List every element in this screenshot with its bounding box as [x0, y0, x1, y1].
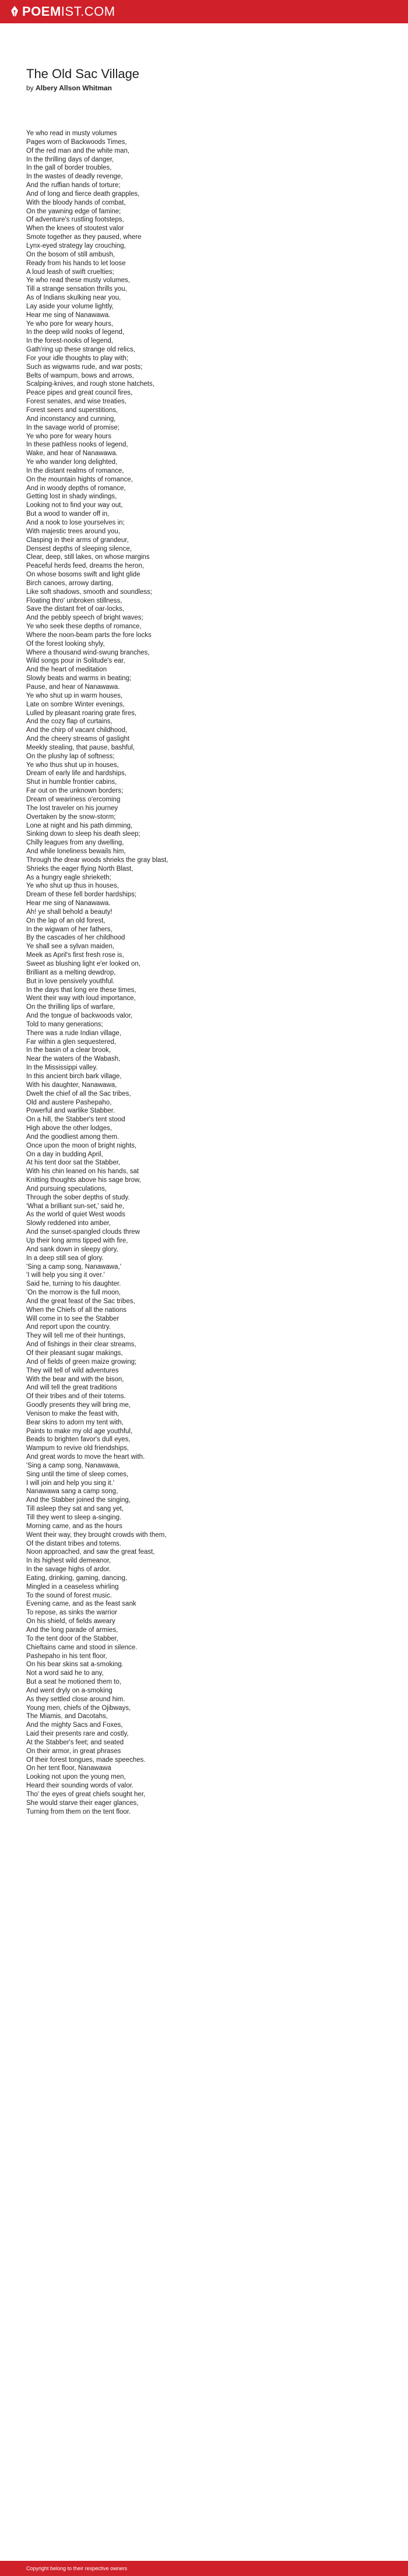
poem-line: Pashepaho in his tent floor, — [26, 1652, 107, 1660]
poem-line: Sinking down to sleep his death sleep; — [26, 830, 140, 838]
poem-line: And report upon the country. — [26, 1324, 111, 1331]
poem-line: Like soft shadows, smooth and soundless; — [26, 588, 153, 596]
byline-prefix: by — [26, 84, 36, 92]
poem-line: Of their tribes and of their totems. — [26, 1393, 126, 1400]
poem-line: In the wigwam of her fathers, — [26, 925, 112, 933]
poem-line: In these pathless nooks of legend, — [26, 441, 128, 449]
poem-line: At his tent door sat the Stabber, — [26, 1159, 121, 1167]
poem-line: Sing until the time of sleep comes, — [26, 1470, 129, 1478]
poem-line: Ye who thus shut up in houses, — [26, 761, 119, 769]
poem-line: And the pebbly speech of bright waves; — [26, 614, 143, 622]
poem-line: 'On the morrow is the full moon, — [26, 1289, 121, 1297]
poem-line: Looking not to find your way out, — [26, 502, 123, 509]
poem-line: Eating, drinking, gaming, dancing, — [26, 1574, 128, 1582]
poem-line: When the knees of stoutest valor — [26, 225, 124, 233]
poem-line: Noon approached, and saw the great feast, — [26, 1549, 155, 1556]
poem-line: Smote together as they paused, where — [26, 234, 142, 241]
poem-line: And while loneliness bewails him, — [26, 848, 126, 856]
poem-line: I will join and help you sing it.' — [26, 1479, 115, 1487]
poem-line: Ye who shut up thus in houses, — [26, 882, 119, 890]
poem-line: Went their way, they brought crowds with them, — [26, 1531, 167, 1539]
poem-line: On his bear skins sat a-smoking. — [26, 1661, 124, 1669]
poem-line: Of adventure's rustling footsteps, — [26, 216, 124, 224]
poem-line: Belts of wampum, bows and arrows, — [26, 372, 134, 379]
poem-line: Powerful and warlike Stabber. — [26, 1107, 115, 1115]
poem-line: And of long and fierce death grapples, — [26, 190, 140, 198]
copyright-notice: Copyright belong to their respective owners — [26, 2566, 128, 2571]
poem-line: Told to many generations; — [26, 1020, 103, 1028]
poem-line: In the savage world of promise; — [26, 424, 119, 431]
poem-line: And pursuing speculations, — [26, 1185, 107, 1192]
poem-line: Till they went to sleep a-singing. — [26, 1514, 122, 1521]
poem-line: And the goodliest among them. — [26, 1133, 119, 1141]
poem-line: Sweet as blushing light e'er looked on, — [26, 960, 140, 967]
poem-line: Once upon the moon of bright nights, — [26, 1142, 137, 1149]
poem-line: To the tent door of the Stabber, — [26, 1635, 118, 1642]
poem-line: And in woody depths of romance, — [26, 484, 126, 492]
poem-line: Chilly leagues from any dwelling, — [26, 839, 124, 847]
poem-line: Heard their sounding words of valor. — [26, 1782, 134, 1790]
poem-line: Mingled in a ceaseless whirling — [26, 1583, 119, 1590]
poem-line: Will come in to see the Stabber — [26, 1315, 119, 1322]
poem-line: High above the other lodges, — [26, 1125, 112, 1132]
poem-line: The Miamis, and Dacotahs, — [26, 1713, 108, 1720]
poem-line: In the wastes of deadly revenge, — [26, 173, 123, 181]
poem-line: Paints to make my old age youthful, — [26, 1427, 133, 1435]
poem-line: Said he, turning to his daughter. — [26, 1280, 121, 1288]
poem-line: Floating thro' unbroken stillness, — [26, 597, 122, 604]
poem-line: In the forest-nooks of legend, — [26, 337, 113, 345]
poem-line: And the heart of meditation — [26, 666, 107, 674]
poem-line: As they settled close around him. — [26, 1695, 125, 1703]
poem-line: Birch canoes, arrowy darting, — [26, 579, 113, 587]
poem-line: On whose bosoms swift and light glide — [26, 571, 140, 579]
poem-line: In the Mississippi valley. — [26, 1064, 98, 1072]
poem-line: As of Indians skulking near you, — [26, 294, 121, 302]
poem-line: On her tent floor, Nanawawa — [26, 1765, 111, 1772]
poem-line: Not a word said he to any, — [26, 1670, 104, 1677]
poem-line: And of fields of green maize growing; — [26, 1358, 137, 1366]
poem-line: On the bosom of still ambush, — [26, 251, 115, 258]
author-name[interactable]: Albery Allson Whitman — [36, 84, 112, 92]
poem-line: In a deep still sea of glory. — [26, 1254, 104, 1262]
poem-line: Slowly beats and warms in beating; — [26, 675, 132, 682]
poem-line: On a day in budding April, — [26, 1150, 103, 1158]
poem-line: On a hill, the Stabber's tent stood — [26, 1116, 125, 1124]
poem-line: Of their forest tongues, made speeches. — [26, 1756, 146, 1764]
poem-line: Ye who seek these depths of romance, — [26, 623, 142, 631]
poem-line: With his daughter, Nanawawa, — [26, 1081, 117, 1089]
poem-line: Meekly stealing, that pause, bashful, — [26, 744, 135, 751]
poem-line: Forest senates, and wise treaties, — [26, 398, 126, 406]
poem-line: Looking not upon the young men, — [26, 1773, 126, 1781]
poem-line: Overtaken by the snow-storm; — [26, 813, 116, 821]
poem-line: At the Stabber's feet; and seated — [26, 1739, 124, 1746]
poem-line: Lay aside your volume lightly, — [26, 302, 114, 310]
poem-line: There was a rude Indian village, — [26, 1029, 122, 1037]
poem-line: Near the waters of the Wabash, — [26, 1055, 121, 1063]
poem-line: Bear skins to adorn my tent with, — [26, 1419, 124, 1426]
poem-line: And a nook to lose yourselves in; — [26, 519, 125, 526]
poem-line: Hear me sing of Nanawawa. — [26, 900, 111, 907]
poem-line: And inconstancy and cunning, — [26, 415, 116, 423]
poem-line: In the thrilling days of danger, — [26, 156, 114, 163]
poem-line: Clear, deep, still lakes, on whose margins — [26, 554, 150, 561]
poem-body — [26, 129, 388, 1817]
poem-line: Through the sober depths of study. — [26, 1194, 130, 1201]
poem-line: With the bloody hands of combat, — [26, 199, 126, 206]
poem-line: 'Sing a camp song, Nanawawa, — [26, 1462, 120, 1469]
poem-line: Shrieks the eager flying North Blast, — [26, 865, 133, 872]
poem-line: Such as wigwams rude, and war posts; — [26, 363, 143, 371]
poem-line: And the Stabber joined the singing, — [26, 1497, 131, 1504]
poem-line: Pause, and hear of Nanawawa. — [26, 684, 120, 691]
poem-line: Tho' the eyes of great chiefs sought her, — [26, 1791, 146, 1798]
poem-line: To the sound of forest music. — [26, 1592, 112, 1599]
poem-line: For your idle thoughts to play with; — [26, 354, 129, 362]
poem-line: Wampum to revive old friendships, — [26, 1445, 129, 1452]
poem-line: Ye who pore for weary hours, — [26, 320, 114, 328]
logo-text — [22, 3, 115, 20]
poem-line: Morning came, and as the hours — [26, 1522, 122, 1530]
poem-line: In its highest wild demeanor, — [26, 1557, 111, 1565]
poem-line: Chieftains came and stood in silence. — [26, 1644, 138, 1651]
poem-line: Of their pleasant sugar makings, — [26, 1349, 123, 1357]
poem-line: And the great feast of the Sac tribes, — [26, 1297, 135, 1305]
poem-line: Nanawawa sang a camp song, — [26, 1488, 118, 1495]
poem-line: Knitting thoughts above his sage brow, — [26, 1177, 141, 1184]
poem-line: In the savage highs of ardor. — [26, 1566, 111, 1574]
byline — [26, 83, 388, 93]
poem-line: Dream of these fell border hardships; — [26, 891, 137, 899]
poem-line: On his shield, of fields aweary — [26, 1618, 115, 1625]
poem-line: And the chirp of vacant childhood, — [26, 727, 128, 734]
poem-line: With majestic trees around you, — [26, 527, 121, 535]
poem-line: Brilliant as a melting dewdrop, — [26, 969, 116, 976]
poem-line: Forest seers and superstitions, — [26, 407, 118, 414]
poem-line: They will tell me of their huntings, — [26, 1332, 126, 1340]
poem-line: Laid their presents rare and costly, — [26, 1730, 129, 1738]
poem-line: The lost traveler on his journey — [26, 804, 118, 812]
poem-line: And the long parade of armies, — [26, 1626, 118, 1634]
poem-line: To repose, as sinks the warrior — [26, 1609, 117, 1617]
poem-line: Of the distant tribes and totems. — [26, 1540, 121, 1547]
poem-line: On the mountain hights of romance, — [26, 476, 133, 483]
poem-line: 'I will help you sing it over.' — [26, 1272, 105, 1279]
poem-line: Through the drear woods shrieks the gray blast, — [26, 856, 168, 864]
poem-line: And the mighty Sacs and Foxes, — [26, 1722, 123, 1729]
logo-text-bold: POEM — [22, 4, 61, 19]
poem-line: Up their long arms tipped with fire, — [26, 1237, 128, 1244]
poem-line: Young men, chiefs of the Ojibways, — [26, 1704, 131, 1712]
poem-line: Evening came, and as the feast sank — [26, 1600, 136, 1608]
poem-line: Lulled by pleasant roaring grate fires, — [26, 709, 137, 717]
poem-line: Till asleep they sat and sang yet, — [26, 1505, 124, 1513]
site-logo[interactable] — [10, 3, 115, 20]
poem-line: Wake, and hear of Nanawawa. — [26, 450, 118, 458]
poem-line: Venison to make the feast with, — [26, 1410, 119, 1417]
poem-line: She would starve their eager glances, — [26, 1799, 139, 1807]
poem-title: The Old Sac Village — [26, 66, 140, 81]
poem-line: And the sunset-spangled clouds threw — [26, 1229, 140, 1236]
poem-line: On their armor, in great phrases — [26, 1747, 121, 1755]
poem-line: On the thrilling lips of warfare, — [26, 1004, 115, 1011]
poem-line: In this ancient birch bark village, — [26, 1072, 122, 1080]
poem-line: Ye who wander long delighted, — [26, 459, 118, 466]
site-header — [0, 0, 408, 23]
poem-line: Hear me sing of Nanawawa. — [26, 311, 111, 319]
poem-line: Dwelt the chief of all the Sac tribes, — [26, 1090, 131, 1097]
poem-line: In the days that long ere these times, — [26, 986, 136, 994]
poem-line: Getting lost in shady windings, — [26, 493, 117, 501]
poem-line: Went their way with loud importance, — [26, 995, 136, 1002]
poem-line: A loud leash of swift cruelties; — [26, 268, 114, 276]
pen-nib-icon — [10, 6, 19, 17]
poem-line: Dream of early life and hardships, — [26, 770, 126, 777]
poem-line: Clasping in their arms of grandeur, — [26, 536, 129, 544]
poem-line: And the tongue of backwoods valor, — [26, 1012, 133, 1020]
poem-line: Turning from them on the tent floor. — [26, 1808, 131, 1815]
poem-line: With his chin leaned on his hands, sat — [26, 1168, 139, 1176]
poem-line: Ye who pore for weary hours — [26, 432, 111, 440]
poem-line: When the Chiefs of all the nations — [26, 1306, 126, 1314]
poem-line: Ye shall see a sylvan maiden, — [26, 943, 115, 951]
poem-line: On the lap of an old forest, — [26, 917, 105, 924]
poem-line: And the cheery streams of gaslight — [26, 736, 130, 743]
poem-line: Save the distant fret of oar-locks, — [26, 606, 125, 613]
poem-line: But a wood to wander off in, — [26, 511, 110, 518]
poem-line: Far within a glen sequestered, — [26, 1038, 117, 1046]
poem-line: Ready from his hands to let loose — [26, 259, 126, 267]
poem-line: In the gall of border troubles, — [26, 164, 112, 172]
poem-line: And great words to move the heart with. — [26, 1454, 145, 1461]
poem-line: Meek as April's first fresh rose is, — [26, 952, 124, 959]
poem-line: Ye who shut up in warm houses, — [26, 692, 123, 699]
poem-line: Scalping-knives, and rough stone hatchets, — [26, 381, 154, 388]
poem-line: Dream of weariness o'ercoming — [26, 796, 121, 803]
logo-text-light: IST.COM — [61, 4, 115, 19]
poem-line: Where the noon-beam parts the fore locks — [26, 631, 152, 639]
poem-line: 'What a brilliant sun-set,' said he, — [26, 1202, 125, 1210]
poem-line: Of the forest looking shyly, — [26, 640, 105, 647]
poem-line: Where a thousand wind-swung branches, — [26, 649, 150, 656]
poem-line: On the plushy lap of softness; — [26, 752, 115, 760]
poem-line: Old and austere Pashepaho, — [26, 1099, 112, 1106]
poem-line: On the yawning edge of famine; — [26, 207, 121, 215]
poem-line: Wild songs pour in Solitude's ear, — [26, 657, 125, 665]
poem-line: And will tell the great traditions — [26, 1384, 117, 1392]
poem-line: Till a strange sensation thrills you, — [26, 286, 127, 293]
poem-line: Peaceful herds feed, dreams the heron, — [26, 562, 145, 570]
poem-line: With the bear and with the bison, — [26, 1375, 124, 1383]
poem-line: But in love pensively youthful. — [26, 977, 115, 985]
poem-header — [26, 66, 388, 93]
poem-line: By the cascades of her childhood — [26, 934, 125, 942]
poem-line: They will tell of wild adventures — [26, 1367, 119, 1374]
poem-line: As a hungry eagle shrieketh; — [26, 874, 111, 881]
poem-line: In the distant realms of romance, — [26, 467, 124, 474]
poem-line: In the basin of a clear brook, — [26, 1047, 111, 1054]
poem-line: Densest depths of sleeping silence, — [26, 545, 132, 552]
poem-line: In the deep wild nooks of legend, — [26, 329, 125, 336]
poem-line: Ye who read these musty volumes, — [26, 277, 130, 284]
poem-line: Ye who read in musty volumes — [26, 130, 117, 137]
poem-line: As the world of quiet West woods — [26, 1211, 125, 1219]
poem-line: And the ruffian hands of torture; — [26, 182, 121, 189]
poem-line: Slowly reddened into amber, — [26, 1220, 111, 1227]
site-footer — [0, 2561, 408, 2576]
poem-line: Goodly presents they will bring me, — [26, 1402, 131, 1409]
poem-line: And went dryly on a-smoking — [26, 1687, 112, 1694]
poem-line: Peace pipes and great council fires, — [26, 389, 133, 397]
poem-line: Pages worn of Backwoods Times, — [26, 138, 127, 146]
poem-line: Beads to brighten favor's dull eyes, — [26, 1436, 131, 1444]
poem-line: Lynx-eyed strategy lay crouching, — [26, 242, 126, 249]
poem-line: And of fishings in their clear streams, — [26, 1341, 136, 1349]
poem-line: Ah! ye shall behold a beauty! — [26, 908, 112, 916]
poem-line: And sank down in sleepy glory, — [26, 1245, 118, 1253]
poem-line: And the cozy flap of curtains, — [26, 718, 112, 726]
poem-line: Late on sombre Winter evenings, — [26, 701, 125, 708]
poem-line: Far out on the unknown borders; — [26, 787, 124, 795]
poem-line: Of the red man and the white man, — [26, 147, 130, 154]
poem-line: Gath'ring up these strange old relics, — [26, 346, 135, 354]
poem-line: Shut in humble frontier cabins, — [26, 779, 117, 786]
poem-line: But a seat he motioned them to, — [26, 1678, 122, 1686]
poem-line: 'Sing a camp song, Nanawawa,' — [26, 1263, 121, 1271]
poem-line: Lone at night and his path dimming, — [26, 822, 133, 829]
